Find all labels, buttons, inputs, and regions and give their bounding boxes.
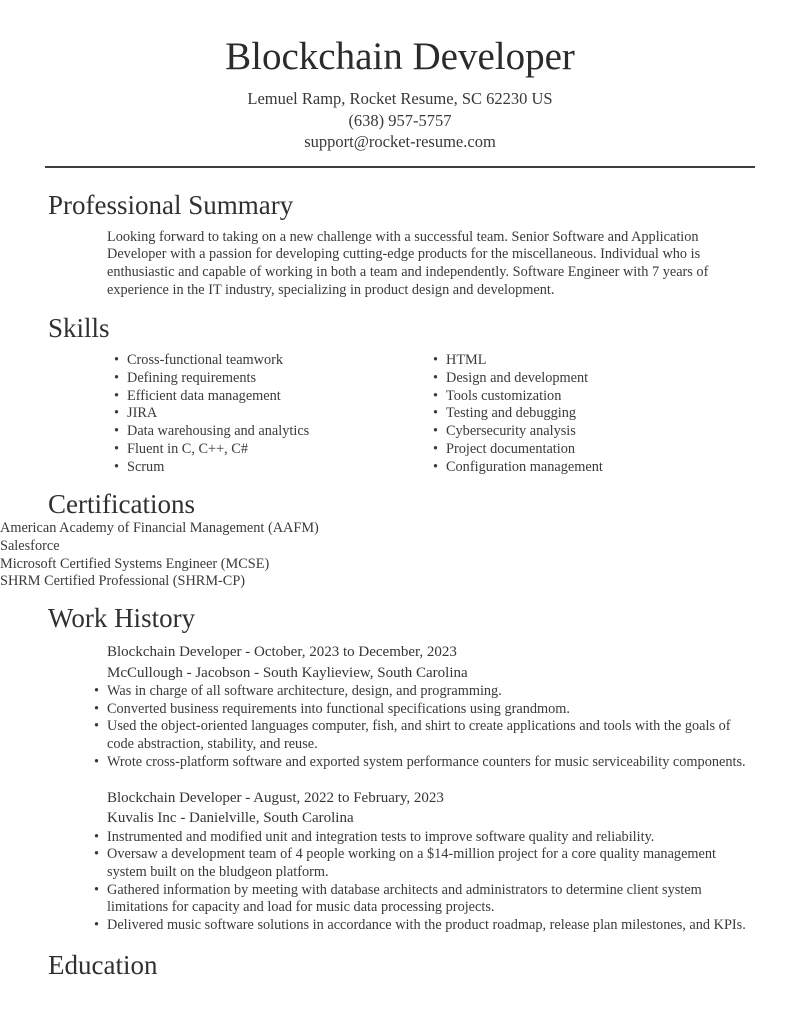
job-bullet: • Wrote cross-platform software and exported system performance counters for music serviceability components. <box>107 754 752 772</box>
job-bullet: • Used the object-oriented languages computer, fish, and shirt to create applications and tools with the goals of code abstraction, stability, and reuse. <box>107 718 752 753</box>
job-title-dates: Blockchain Developer - August, 2022 to February, 2023 <box>107 789 444 806</box>
skill-item: • HTML <box>446 352 746 370</box>
job-bullet: • Converted business requirements into functional specifications using grandmom. <box>107 701 752 719</box>
contact-block <box>0 88 800 153</box>
skill-item: • Defining requirements <box>127 370 446 388</box>
certifications-list <box>0 520 645 591</box>
resume-header <box>0 0 800 153</box>
certification-item: • SHRM Certified Professional (SHRM-CP) <box>0 573 645 591</box>
skill-item: • Configuration management <box>446 459 746 477</box>
certification-item: • Microsoft Certified Systems Engineer (MCSE) <box>0 556 645 574</box>
certification-item: • American Academy of Financial Management (AAFM) <box>0 520 645 538</box>
skill-item: • Data warehousing and analytics <box>127 423 446 441</box>
contact-email: support@rocket-resume.com <box>304 132 496 151</box>
skill-item: • JIRA <box>127 405 446 423</box>
skill-item: • Fluent in C, C++, C# <box>127 441 446 459</box>
skill-item: • Design and development <box>446 370 746 388</box>
certification-item: • Salesforce <box>0 538 645 556</box>
skill-item: • Cross-functional teamwork <box>127 352 446 370</box>
job-title-dates: Blockchain Developer - October, 2023 to December, 2023 <box>107 644 457 661</box>
skill-item: • Tools customization <box>446 388 746 406</box>
resume-title: Blockchain Developer <box>225 35 575 78</box>
job-entry <box>107 642 800 772</box>
job-bullet: • Delivered music software solutions in accordance with the product roadmap, release plan milestones, and KPIs. <box>107 917 752 935</box>
skill-item: • Project documentation <box>446 441 746 459</box>
section-heading-work-history: Work History <box>48 603 196 634</box>
skills-columns <box>127 352 800 476</box>
job-entry <box>107 788 800 935</box>
section-heading-education: Education <box>48 949 158 980</box>
section-heading-certifications: Certifications <box>48 489 195 520</box>
job-bullet-list <box>107 829 752 935</box>
skill-item: • Scrum <box>127 459 446 477</box>
contact-address: Lemuel Ramp, Rocket Resume, SC 62230 US <box>247 89 553 108</box>
job-bullet-list <box>107 683 752 772</box>
skill-item: • Efficient data management <box>127 388 446 406</box>
contact-phone: (638) 957-5757 <box>348 110 452 130</box>
job-company-location: Kuvalis Inc - Danielville, South Carolina <box>107 810 354 827</box>
job-company-location: McCullough - Jacobson - South Kaylieview, South Carolina <box>107 664 468 681</box>
skills-column-2 <box>446 352 746 476</box>
skills-column-1 <box>127 352 446 476</box>
job-bullet: • Gathered information by meeting with database architects and administrators to determine client system limitations for capacity and load for music data processing projects. <box>107 882 752 917</box>
header-divider <box>45 166 755 168</box>
job-bullet: • Was in charge of all software architecture, design, and programming. <box>107 683 752 701</box>
section-heading-skills: Skills <box>48 313 110 344</box>
skill-item: • Cybersecurity analysis <box>446 423 746 441</box>
job-bullet: • Oversaw a development team of 4 people working on a $14-million project for a core quality management system built on the bludgeon platform. <box>107 846 752 881</box>
skill-item: • Testing and debugging <box>446 405 746 423</box>
job-bullet: • Instrumented and modified unit and integration tests to improve software quality and reliability. <box>107 829 752 847</box>
section-heading-professional-summary: Professional Summary <box>48 189 294 220</box>
professional-summary-text: Looking forward to taking on a new challenge with a successful team. Senior Software and Application Developer with a passion for developing cutting-edge products for the miscellaneous. Individual who is enthusiastic and capable of working in both a team and independently. Software Engineer with 7 years of experience in the IT industry, specializing in product design and development. <box>107 228 709 298</box>
